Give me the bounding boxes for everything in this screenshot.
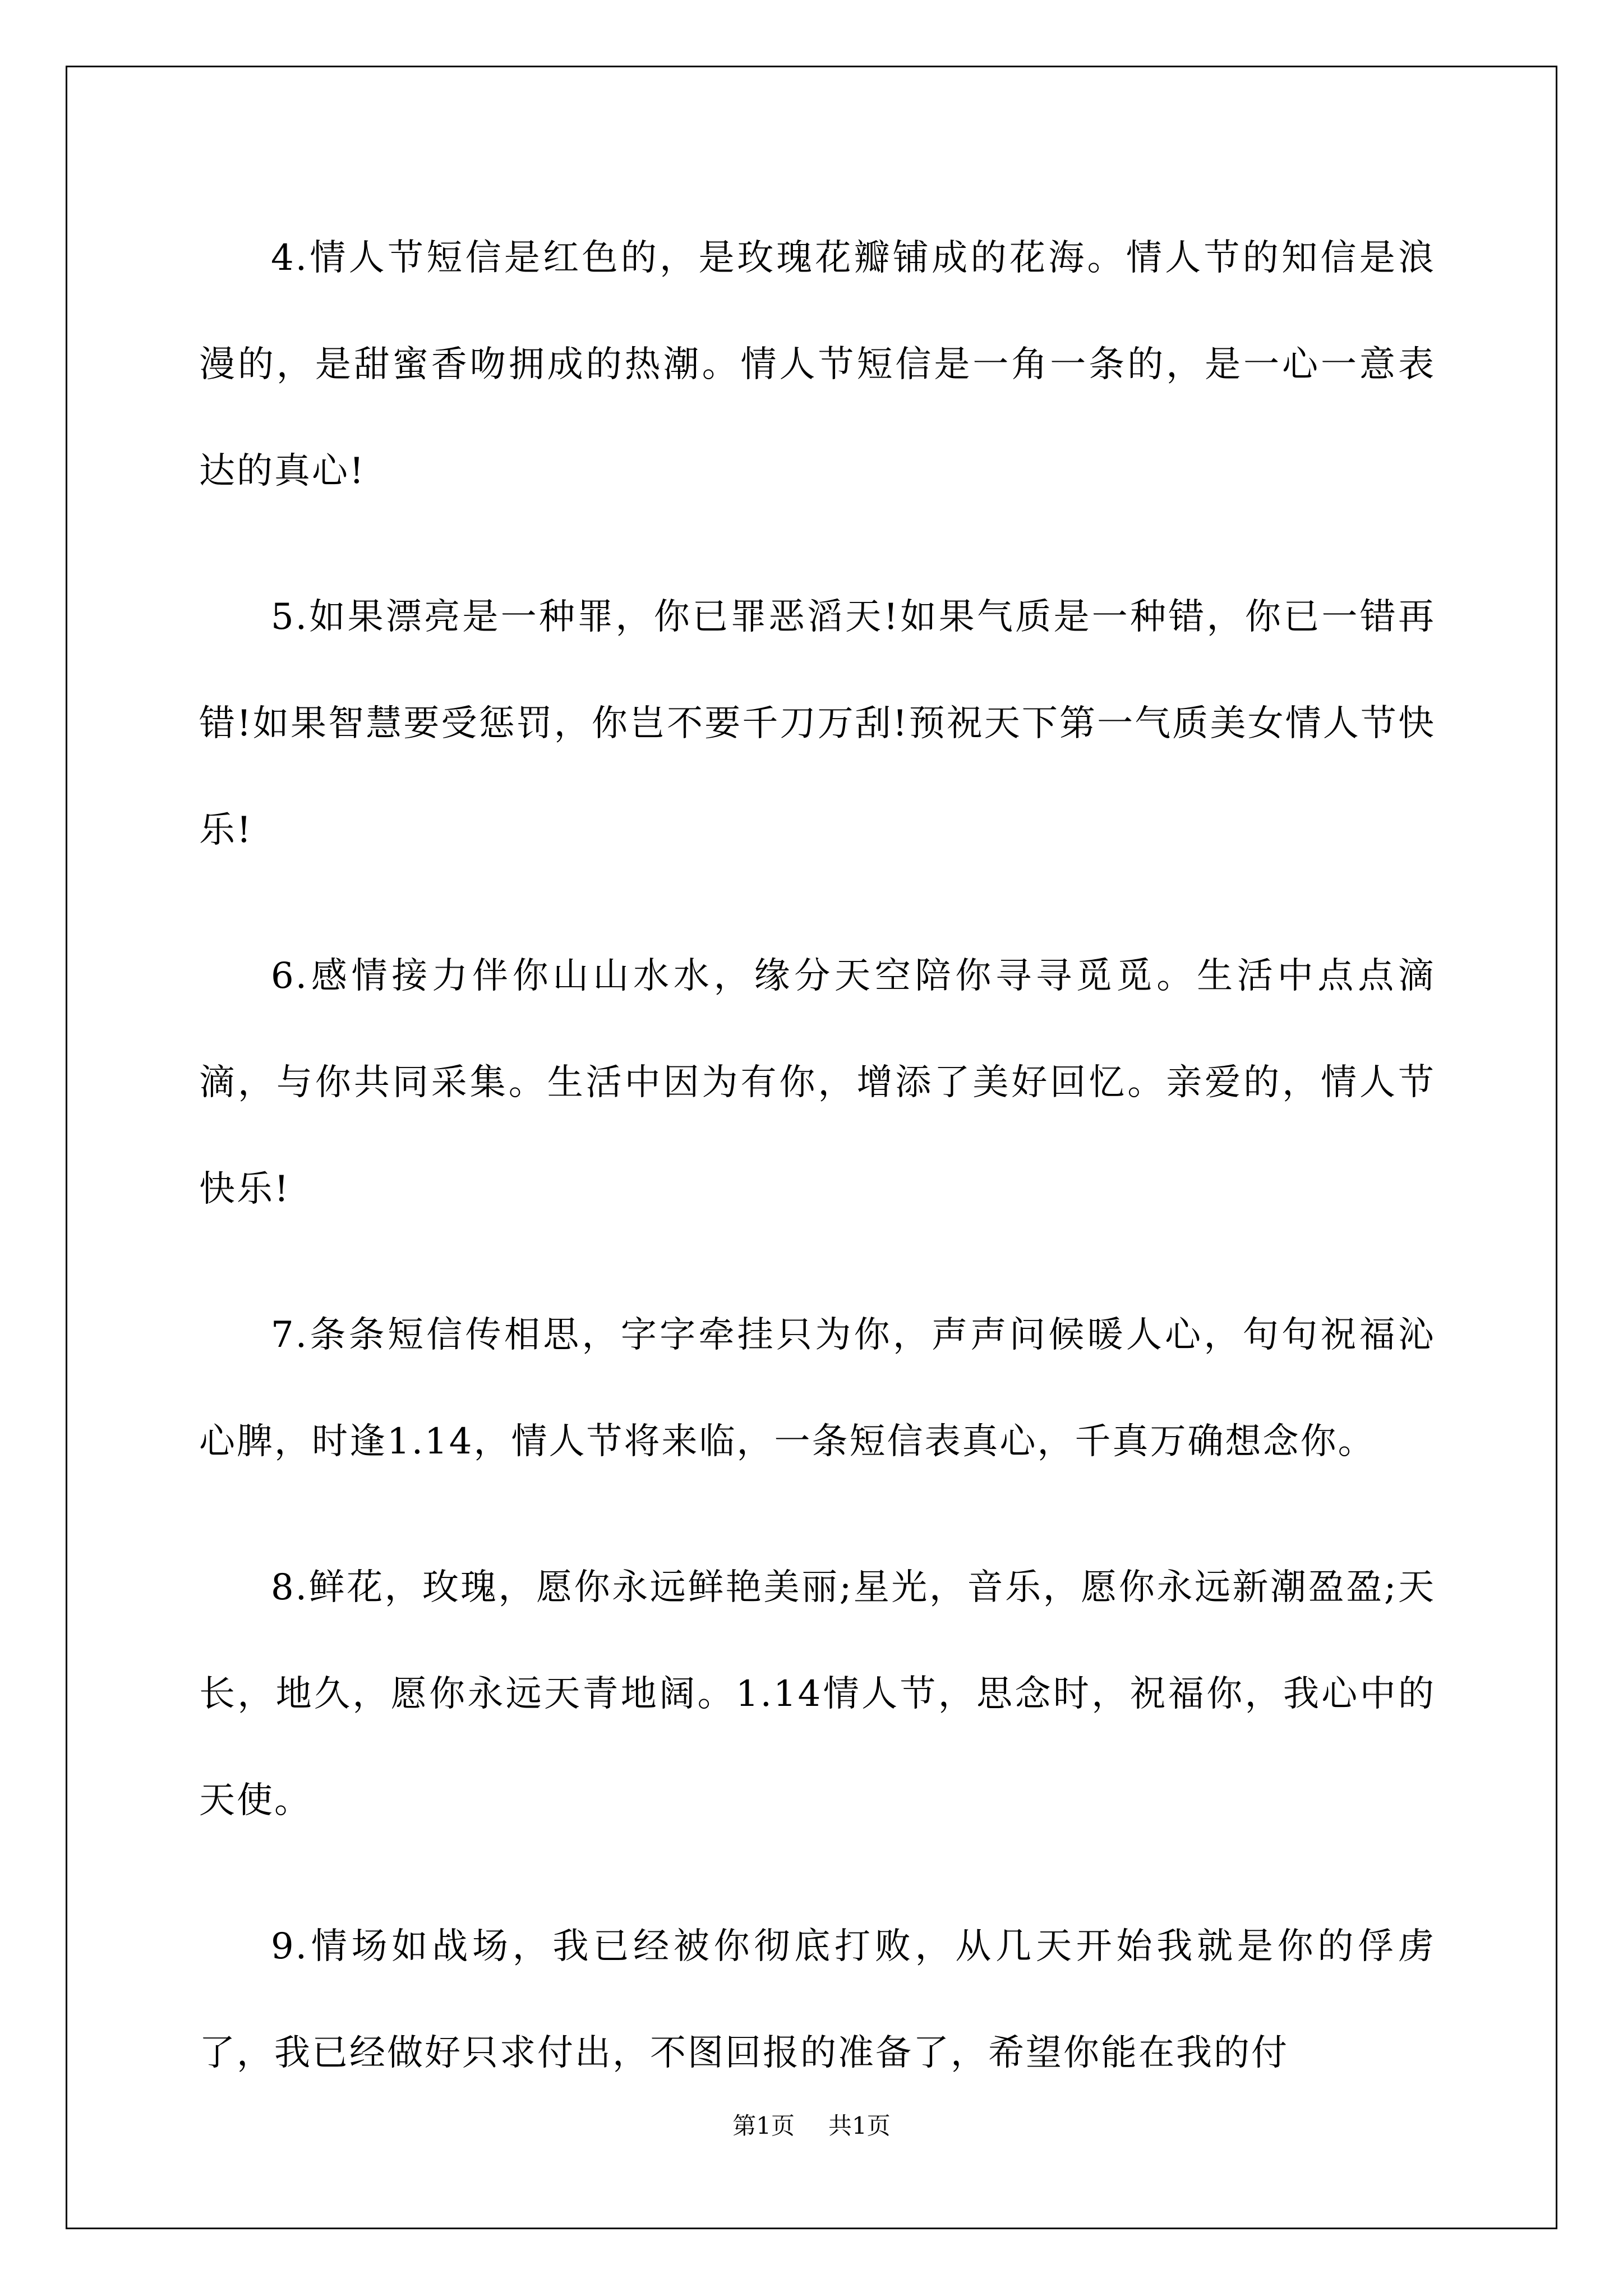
document-body	[199, 205, 1436, 2146]
paragraph-5: 5.如果漂亮是一种罪，你已罪恶滔天!如果气质是一种错，你已一错再错!如果智慧要受惩罚，你岂不要千刀万刮!预祝天下第一气质美女情人节快乐!	[199, 596, 1436, 851]
page-footer	[0, 2109, 1623, 2143]
paragraph-6: 6.感情接力伴你山山水水，缘分天空陪你寻寻觅觅。生活中点点滴滴，与你共同采集。生活中因为有你，增添了美好回忆。亲爱的，情人节快乐!	[199, 955, 1436, 1210]
paragraph-9: 9.情场如战场，我已经被你彻底打败，从几天开始我就是你的俘虏了，我已经做好只求付出，不图回报的准备了，希望你能在我的付	[199, 1926, 1436, 2074]
paragraph-7: 7.条条短信传相思，字字牵挂只为你，声声问候暖人心，句句祝福沁心脾，时逢1.14，情人节将来临，一条短信表真心，千真万确想念你。	[199, 1314, 1436, 1462]
paragraph-4: 4.情人节短信是红色的，是玫瑰花瓣铺成的花海。情人节的知信是浪漫的，是甜蜜香吻拥成的热潮。情人节短信是一角一条的，是一心一意表达的真心!	[199, 237, 1436, 492]
page-number-total: 共1页	[828, 2112, 891, 2139]
page-number-current: 第1页	[732, 2112, 795, 2139]
paragraph-8: 8.鲜花，玫瑰，愿你永远鲜艳美丽;星光，音乐，愿你永远新潮盈盈;天长，地久，愿你永远天青地阔。1.14情人节，思念时，祝福你，我心中的天使。	[199, 1567, 1436, 1821]
